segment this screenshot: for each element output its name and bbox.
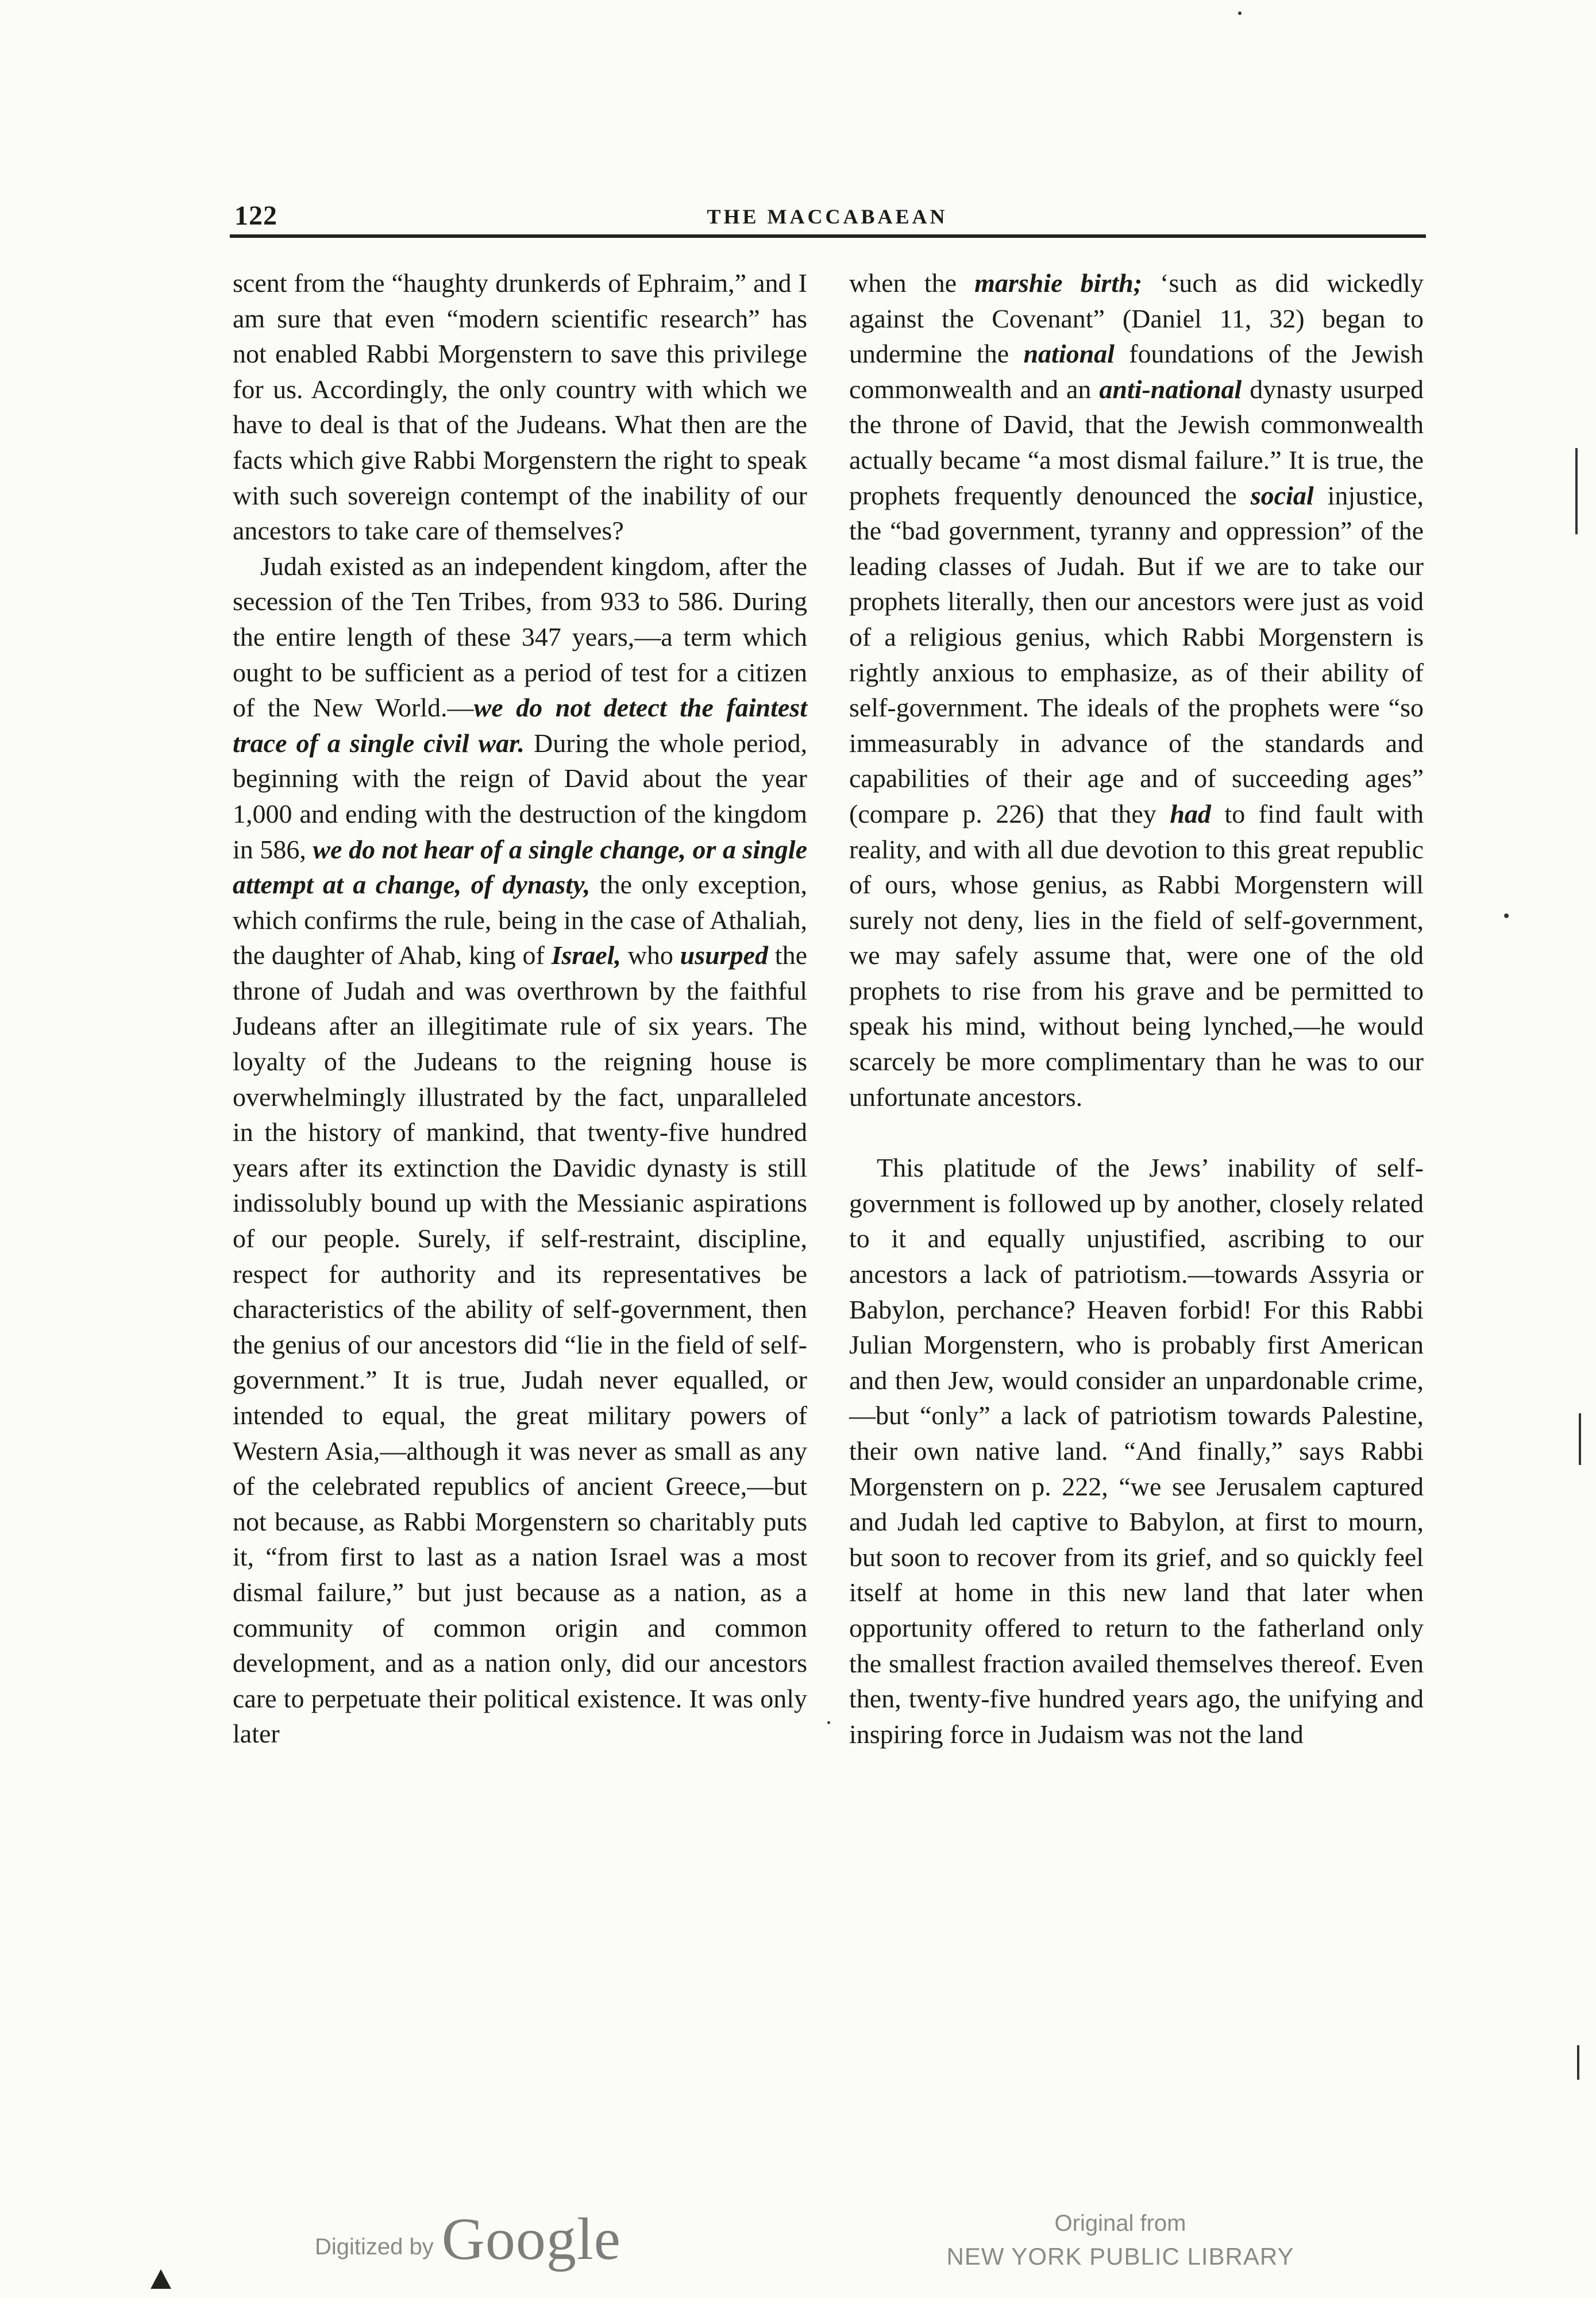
- emphasis-text: national: [1023, 339, 1115, 369]
- google-logo: Google: [441, 2206, 621, 2272]
- digitized-by-label: Digitized by: [315, 2234, 434, 2260]
- emphasis-text: had: [1170, 799, 1211, 828]
- text-span: the only exception, which confirms the rule, being in the case of Athaliah, the daughter of Ahab, king of: [233, 870, 807, 970]
- digitized-by-watermark: [315, 2206, 621, 2272]
- emphasis-text: usurped: [680, 940, 769, 970]
- left-column: [233, 265, 807, 1752]
- running-title: THE MACCABAEAN: [707, 205, 948, 228]
- text-span: who: [620, 940, 680, 970]
- text-span: ‘such as did wickedly against the Covenant” (Daniel 11, 32) began to undermine the: [849, 268, 1424, 369]
- emphasis-text: Israel,: [551, 940, 621, 970]
- scan-edge-mark: [1577, 2045, 1579, 2080]
- text-span: when the: [849, 268, 975, 298]
- library-name: NEW YORK PUBLIC LIBRARY: [946, 2243, 1294, 2270]
- original-from-label: Original from: [1054, 2211, 1186, 2236]
- emphasis-text: anti-national: [1099, 374, 1242, 404]
- text-span: foundations of the Jewish commonwealth and an: [849, 339, 1424, 404]
- scan-speck: [1504, 913, 1509, 918]
- scan-corner-mark: [151, 2269, 171, 2289]
- text-span: Judah existed as an independent kingdom, after the secession of the Ten Tribes, from 933 to 586. During the entire length of these 347 years,—a term which ought to be sufficient as a period of test for a citizen of the New World.—: [233, 551, 807, 723]
- left-paragraph-2: [233, 549, 807, 1752]
- right-column: [849, 265, 1424, 1752]
- source-attribution: [919, 2207, 1321, 2274]
- header-rule: [230, 234, 1426, 238]
- left-paragraph-1: scent from the “haughty drunkerds of Ephraim,” and I am sure that even “modern scientific research” has not enabled Rabbi Morgenstern to save this privilege for us. Accordingly, the only country with which we have to deal is that of the Judeans. What then are the facts which give Rabbi Morgenstern the right to speak with such sovereign contempt of the inability of our ancestors to take care of themselves?: [233, 268, 807, 546]
- right-paragraph-2: This platitude of the Jews’ inability of self-government is followed up by another, closely related to it and equally unjustified, ascribing to our ancestors a lack of patriotism.—towards Assyria or Babylon, perchance? Heaven forbid! For this Rabbi Julian Morgenstern, who is probably first American and then Jew, would consider an unpardonable crime,—but “only” a lack of patriotism towards Palestine, their own native land. “And finally,” says Rabbi Morgenstern on p. 222, “we see Jerusalem captured and Judah led captive to Babylon, at first to mourn, but soon to recover from its grief, and so quickly feel itself at home in this new land that later when opportunity offered to return to the fatherland only the smallest fraction availed themselves thereof. Even then, twenty-five hundred years ago, the unifying and inspiring force in Judaism was not the land: [849, 1153, 1424, 1749]
- emphasis-text: we do not hear of a single change, or a single attempt at a change, of dynasty,: [233, 834, 807, 900]
- right-paragraph-1: [849, 265, 1424, 1115]
- scan-edge-mark: [1575, 448, 1578, 534]
- page-number: 122: [234, 201, 277, 231]
- text-span: the throne of Judah and was overthrown by the faithful Judeans after an illegitimate rule of six years. The loyalty of the Judeans to the reigning house is overwhelmingly illustrated by the fact, unparalleled in the history of mankind, that twenty-five hundred years after its extinction the Davidic dynasty is still indissolubly bound up with the Messianic aspirations of our people. Surely, if self-restraint, discipline, respect for authority and its representatives be characteristics of the ability of self-government, then the genius of our ancestors did “lie in the field of self-government.” It is true, Judah never equalled, or intended to equal, the great military powers of Western Asia,—although it was never as small as any of the celebrated republics of ancient Greece,—but not because, as Rabbi Morgenstern so charitably puts it, “from first to last as a nation Israel was a most dismal failure,” but just because as a nation, as a community of common origin and common development, and as a nation only, did our ancestors care to perpetuate their political existence. It was only later: [233, 940, 807, 1749]
- scan-speck: [827, 1721, 830, 1724]
- scan-edge-mark: [1579, 1413, 1581, 1465]
- text-span: injustice, the “bad government, tyranny and oppression” of the leading classes of Judah. But if we are to take our prophets literally, then our ancestors were just as void of a religious genius, which Rabbi Morgenstern is rightly anxious to emphasize, as of their ability of self-government. The ideals of the prophets were “so immeasurably in advance of the standards and capabilities of their age and of succeeding ages” (compare p. 226) that they: [849, 480, 1424, 828]
- text-span: to find fault with reality, and with all due devotion to this great republic of ours, whose genius, as Rabbi Morgenstern will surely not deny, lies in the field of self-government, we may safely assume that, were one of the old prophets to rise from his grave and be permitted to speak his mind, without being lynched,—he would scarcely be more complimentary than he was to our unfortunate ancestors.: [849, 799, 1424, 1112]
- text-span: dynasty usurped the throne of David, that the Jewish commonwealth actually became “a most dismal failure.” It is true, the prophets frequently denounced the: [849, 374, 1424, 510]
- emphasis-text: we do not detect the faintest trace of a single civil war.: [233, 693, 807, 758]
- text-span: During the whole period, beginning with the reign of David about the year 1,000 and ending with the destruction of the kingdom in 586,: [233, 728, 808, 864]
- emphasis-text: marshie birth;: [974, 268, 1143, 298]
- emphasis-text: social: [1250, 480, 1314, 510]
- scan-speck: [1238, 11, 1242, 15]
